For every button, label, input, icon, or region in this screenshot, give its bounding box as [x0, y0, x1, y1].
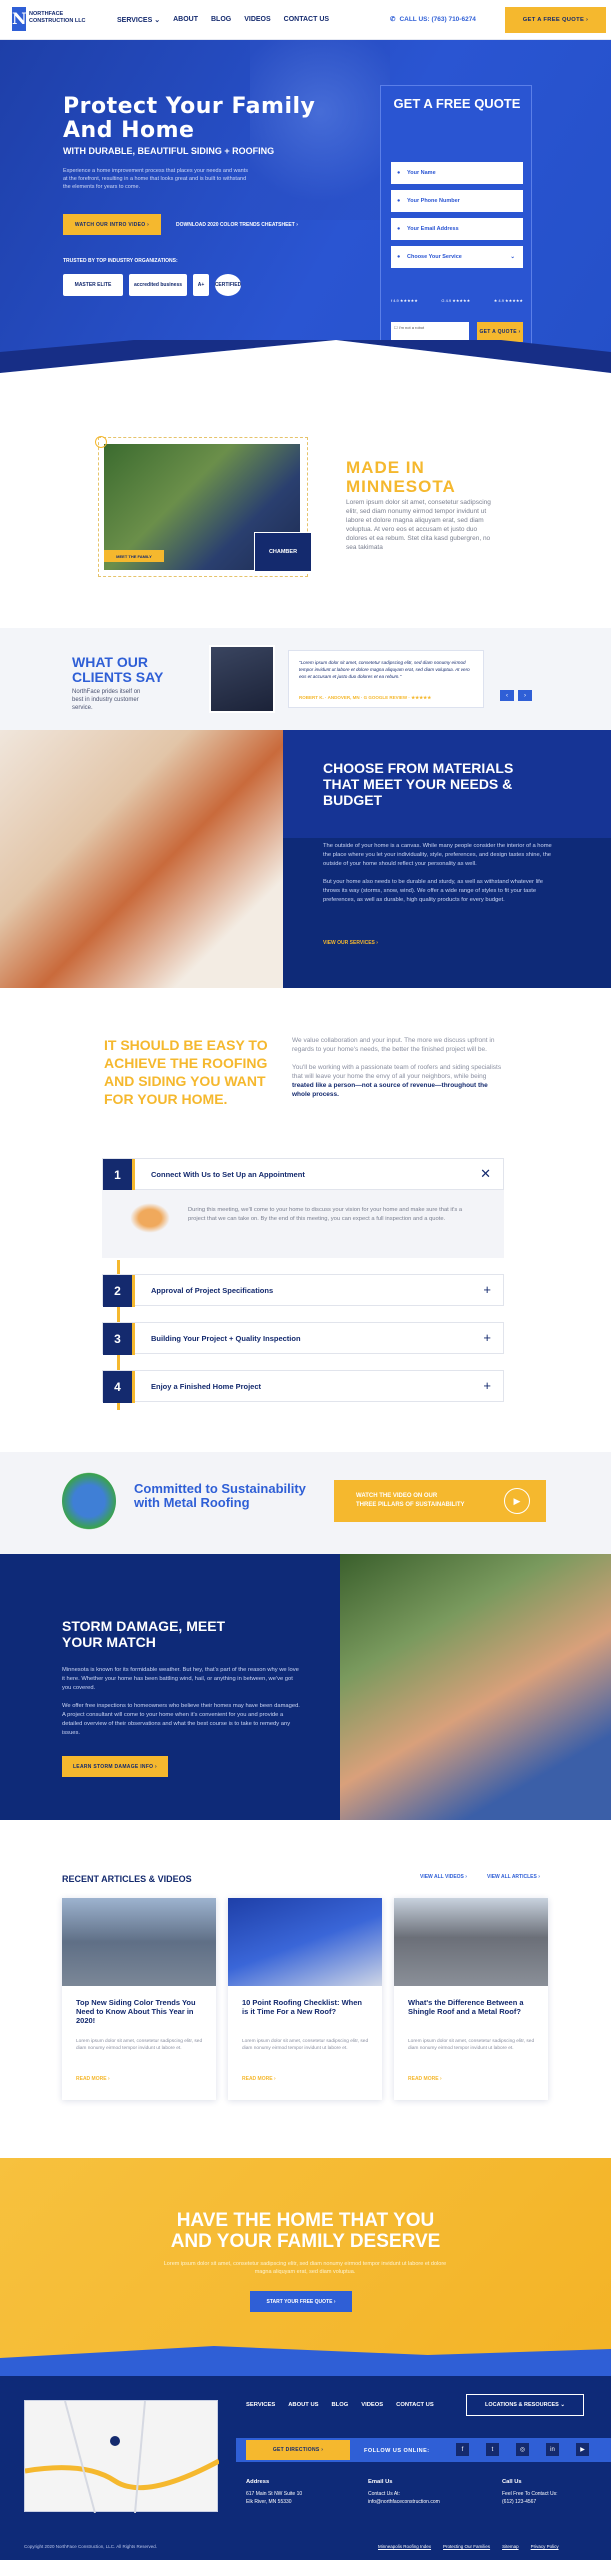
nav-contact[interactable]: CONTACT US — [283, 16, 330, 23]
testimonial-quote: "Lorem ipsum dolor sit amet, consetetur sadipscing elitr, sed diam nonumy eirmod tempor invidunt ut labore et dolore magna aliquyam erat, sed diam voluptua. At vero eos et accusam et justo duo dolores et ea rebum." — [299, 660, 470, 679]
article-title[interactable]: What's the Difference Between a Shingle Roof and a Metal Roof? — [408, 1998, 524, 2016]
materials-title: CHOOSE FROM MATERIALS THAT MEET YOUR NEEDS & BUDGET — [323, 760, 514, 808]
mail-icon: ● — [397, 226, 401, 232]
quote-form — [380, 85, 532, 347]
facebook-rating: f 4.9 ★★★★★ — [391, 298, 418, 303]
articles-section — [0, 1820, 611, 2158]
site-footer — [0, 2376, 611, 2560]
locations-dropdown[interactable]: LOCATIONS & RESOURCES ⌄ — [466, 2394, 584, 2416]
step-number: 1 — [103, 1159, 135, 1191]
trust-badges — [63, 274, 241, 296]
bbb-badge: accredited business — [129, 274, 187, 296]
service-select[interactable]: ● Choose Your Service ⌄ — [391, 246, 523, 268]
start-quote-button[interactable]: START YOUR FREE QUOTE › — [250, 2291, 352, 2312]
privacy-link[interactable]: Privacy Policy — [530, 2544, 559, 2549]
process-step-4[interactable] — [102, 1370, 504, 1402]
testimonial-author: ROBERT K. · ANDOVER, MN · G GOOGLE REVIEW · ★★★★★ — [299, 695, 432, 700]
nav-about[interactable]: ABOUT — [173, 16, 198, 23]
article-excerpt: Lorem ipsum dolor sit amet, consetetur sadipscing elitr, sed diam nonumy eirmod tempor invidunt ut labore et. — [242, 2039, 369, 2051]
watch-intro-video-button[interactable]: WATCH OUR INTRO VIDEO › — [63, 214, 161, 235]
facebook-icon[interactable]: f — [456, 2443, 469, 2456]
process-title: IT SHOULD BE EASY TO ACHIEVE THE ROOFING AND SIDING YOU WANT FOR YOUR HOME. — [104, 1037, 268, 1107]
captcha-checkbox[interactable]: ☐ I'm not a robot — [391, 322, 469, 342]
cta-title: HAVE THE HOME THAT YOU AND YOUR FAMILY DESERVE — [170, 2210, 441, 2252]
close-icon[interactable]: ✕ — [480, 1166, 491, 1181]
email-field[interactable]: ● Your Email Address — [391, 218, 523, 240]
footer-email[interactable]: Email Us Contact Us At: info@northfaceconstruction.com — [368, 2479, 440, 2505]
phone-icon: ✆ — [390, 16, 396, 23]
globe-leaf-icon — [62, 1472, 116, 1530]
main-nav — [117, 16, 329, 24]
master-elite-badge: MASTER ELITE — [63, 274, 123, 296]
article-image — [62, 1898, 216, 1986]
process-step-1[interactable] — [102, 1158, 504, 1190]
meet-family-button[interactable]: MEET THE FAMILY — [104, 550, 164, 562]
instagram-icon[interactable]: ◎ — [516, 2443, 529, 2456]
sustainability-video-button[interactable]: WATCH THE VIDEO ON OUR THREE PILLARS OF SUSTAINABILITY — [334, 1480, 546, 1522]
download-cheatsheet-link[interactable]: DOWNLOAD 2020 COLOR TRENDS CHEATSHEET › — [176, 222, 298, 228]
get-directions-button[interactable]: GET DIRECTIONS › — [246, 2440, 350, 2460]
hero-title: Protect Your Family And Home — [63, 94, 316, 143]
step-1-text: During this meeting, we'll come to your home to discuss your vision for your home and make sure that it's a project that we can take on. By the end of this meeting, you can expect a full inspection and a quote. — [188, 1207, 463, 1222]
article-card[interactable] — [228, 1898, 382, 2100]
logo-text[interactable]: NORTHFACE CONSTRUCTION LLC — [29, 11, 86, 24]
sustainability-title: Committed to Sustainability with Metal Roofing — [134, 1481, 306, 1510]
legal-links — [378, 2544, 559, 2549]
legal-link[interactable]: Protecting Our Families — [443, 2544, 491, 2549]
hero-section — [0, 40, 611, 400]
play-icon[interactable]: ▶ — [504, 1488, 530, 1514]
made-in-title: MADE IN MINNESOTA — [346, 458, 456, 496]
step-number: 2 — [103, 1275, 135, 1307]
decorative-ring — [95, 436, 107, 448]
step-number: 3 — [103, 1323, 135, 1355]
youtube-icon[interactable]: ▶ — [576, 2443, 589, 2456]
read-more-link[interactable]: READ MORE › — [76, 2076, 110, 2082]
materials-paragraph: The outside of your home is a canvas. While many people consider the interior of a home the place where you let your individuality, style, preferences, and design tastes shine, the outside of your home should reflect your personality as well. But your home also needs to be durable and sturdy, as well as withstand whatever life throws its way (storms, snow, wind). We offer a wide range of styles to fit your taste preferences, as well as durable, high quality products for every budget. — [323, 843, 552, 903]
storm-paragraph: Minnesota is known for its formidable weather. But hey, that's part of the reason why we love it here. Whether your home has been battling wind, hail, or anything in between, we've got you covered. We offer free inspections to homeowners who believe their homes may have been damaged. A project consultant will come to your home when it's convenient for you and provide a detailed overview of their observations and what the best course is to take to remedy any issues. — [62, 1667, 300, 1736]
prev-arrow-icon[interactable]: ‹ — [500, 690, 514, 701]
article-image — [228, 1898, 382, 1986]
process-step-2[interactable] — [102, 1274, 504, 1306]
chevron-down-icon: ⌄ — [510, 254, 515, 260]
step-label: Enjoy a Finished Home Project — [151, 1382, 262, 1391]
hero-subtitle: WITH DURABLE, BEAUTIFUL SIDING + ROOFING — [63, 146, 275, 156]
logo-icon[interactable]: N — [12, 7, 26, 31]
testimonial-card — [288, 650, 484, 708]
map-roads — [25, 2401, 219, 2513]
step-number: 4 — [103, 1371, 135, 1403]
testimonials-subtitle: NorthFace prides itself on best in industry customer service. — [72, 689, 141, 711]
plus-icon[interactable]: + — [483, 1282, 491, 1297]
view-services-link[interactable]: VIEW OUR SERVICES › — [323, 940, 378, 946]
testimonials-title: WHAT OUR CLIENTS SAY — [72, 654, 164, 685]
article-excerpt: Lorem ipsum dolor sit amet, consetetur sadipscing elitr, sed diam nonumy eirmod tempor invidunt ut labore et. — [76, 2039, 203, 2051]
storm-title: STORM DAMAGE, MEET YOUR MATCH — [62, 1618, 226, 1650]
footer-nav-blog[interactable]: BLOG — [331, 2402, 349, 2408]
follow-label: FOLLOW US ONLINE: — [364, 2448, 430, 2454]
header-quote-button[interactable]: GET A FREE QUOTE › — [505, 7, 606, 33]
cta-paragraph: Lorem ipsum dolor sit amet, consetetur sadipscing elitr, sed diam nonumy eirmod tempor invidunt ut labore et dolore magna aliquyam erat, sed diam voluptua. — [163, 2261, 447, 2275]
footer-address: Address 617 Main St NW Suite 10 Elk River, MN 55330 — [246, 2479, 303, 2505]
article-card[interactable] — [394, 1898, 548, 2100]
read-more-link[interactable]: READ MORE › — [242, 2076, 276, 2082]
phone-field[interactable]: ● Your Phone Number — [391, 190, 523, 212]
nav-videos[interactable]: VIDEOS — [244, 16, 271, 23]
materials-section — [0, 730, 611, 988]
google-rating: G 4.9 ★★★★★ — [441, 298, 471, 303]
process-paragraph: We value collaboration and your input. The more we discuss upfront in regards to your home's needs, the better the finished project will be. You'll be working with a passionate team of roofers and siding specialists that will leave your home the envy of all your neighbors, while being treated like a person—not a source of revenue—throughout the whole process. — [292, 1037, 502, 1098]
location-map[interactable] — [24, 2400, 218, 2512]
view-all-videos-link[interactable]: VIEW ALL VIDEOS › — [420, 1874, 467, 1880]
user-icon: ● — [397, 170, 401, 176]
step-label: Approval of Project Specifications — [151, 1286, 274, 1295]
article-card[interactable] — [62, 1898, 216, 2100]
view-all-articles-link[interactable]: VIEW ALL ARTICLES › — [487, 1874, 540, 1880]
twitter-icon[interactable]: t — [486, 2443, 499, 2456]
plus-icon[interactable]: + — [483, 1378, 491, 1393]
step-label: Building Your Project + Quality Inspection — [151, 1334, 301, 1343]
couple-laptop-photo — [0, 730, 283, 988]
reviewer-photo — [209, 645, 275, 713]
mother-child-photo — [340, 1554, 611, 1820]
article-image — [394, 1898, 548, 1986]
storm-section — [0, 1554, 611, 1820]
quote-submit-button[interactable]: GET A QUOTE › — [477, 322, 523, 342]
made-in-paragraph: Lorem ipsum dolor sit amet, consetetur sadipscing elitr, sed diam nonumy eirmod tempor invidunt ut labore et dolore magna aliquyam erat, sed diam voluptua. At vero eos et accusam et justo duo dolores et ea rebum. Stet clita kasd gubergren, no sea takimata — [346, 499, 491, 551]
footer-nav-videos[interactable]: VIDEOS — [361, 2402, 384, 2408]
footer-nav — [246, 2402, 434, 2408]
certified-badge: CERTIFIED — [215, 274, 241, 296]
article-excerpt: Lorem ipsum dolor sit amet, consetetur sadipscing elitr, sed diam nonumy eirmod tempor invidunt ut labore et. — [408, 2039, 535, 2051]
hero-paragraph: Experience a home improvement process that places your needs and wants at the forefront, resulting in a home that looks great and is built to withstand the elements for years to come. — [63, 168, 248, 190]
storm-info-button[interactable]: LEARN STORM DAMAGE INFO › — [62, 1756, 168, 1777]
process-step-3[interactable] — [102, 1322, 504, 1354]
footer-nav-services[interactable]: SERVICES — [246, 2402, 276, 2408]
cta-section — [0, 2158, 611, 2376]
site-header — [0, 0, 611, 40]
call-link[interactable]: ✆ CALL US: (763) 710-6274 — [390, 15, 476, 23]
footer-nav-contact[interactable]: CONTACT US — [396, 2402, 434, 2408]
star-rating: ★ 4.9 ★★★★★ — [493, 298, 523, 303]
trusted-label: TRUSTED BY TOP INDUSTRY ORGANIZATIONS: — [63, 258, 178, 264]
linkedin-icon[interactable]: in — [546, 2443, 559, 2456]
review-ratings — [391, 298, 523, 303]
read-more-link[interactable]: READ MORE › — [408, 2076, 442, 2082]
testimonials-section — [0, 628, 611, 730]
footer-nav-about[interactable]: ABOUT US — [288, 2402, 319, 2408]
article-title[interactable]: Top New Siding Color Trends You Need to Know About This Year in 2020! — [76, 1998, 196, 2025]
name-field[interactable]: ● Your Name — [391, 162, 523, 184]
nav-blog[interactable]: BLOG — [210, 16, 232, 23]
aplus-badge: A+ — [193, 274, 209, 296]
step-label: Connect With Us to Set Up an Appointment — [151, 1170, 305, 1179]
gear-icon: ● — [397, 254, 401, 260]
nav-services[interactable]: SERVICES ⌄ — [117, 17, 161, 24]
sitemap-link[interactable]: Sitemap — [502, 2544, 519, 2549]
copyright: Copyright 2020 NorthFace Construction, LLC. All Rights Reserved. — [24, 2544, 158, 2549]
cta-wave-shape — [0, 2346, 611, 2376]
sustainability-section — [0, 1452, 611, 1554]
next-arrow-icon[interactable]: › — [518, 690, 532, 701]
article-title[interactable]: 10 Point Roofing Checklist: When is it Time For a New Roof? — [242, 1998, 363, 2016]
plus-icon[interactable]: + — [483, 1330, 491, 1345]
chamber-badge: CHAMBER — [254, 532, 312, 572]
legal-link[interactable]: Minneapolis Roofing Index — [378, 2544, 432, 2549]
handshake-icon — [130, 1203, 170, 1233]
footer-phone[interactable]: Call Us Feel Free To Contact Us: (612) 123-4567 — [502, 2479, 558, 2505]
quote-form-title: GET A FREE QUOTE — [393, 96, 521, 111]
articles-title: RECENT ARTICLES & VIDEOS — [62, 1874, 192, 1884]
phone-icon: ● — [397, 198, 401, 204]
